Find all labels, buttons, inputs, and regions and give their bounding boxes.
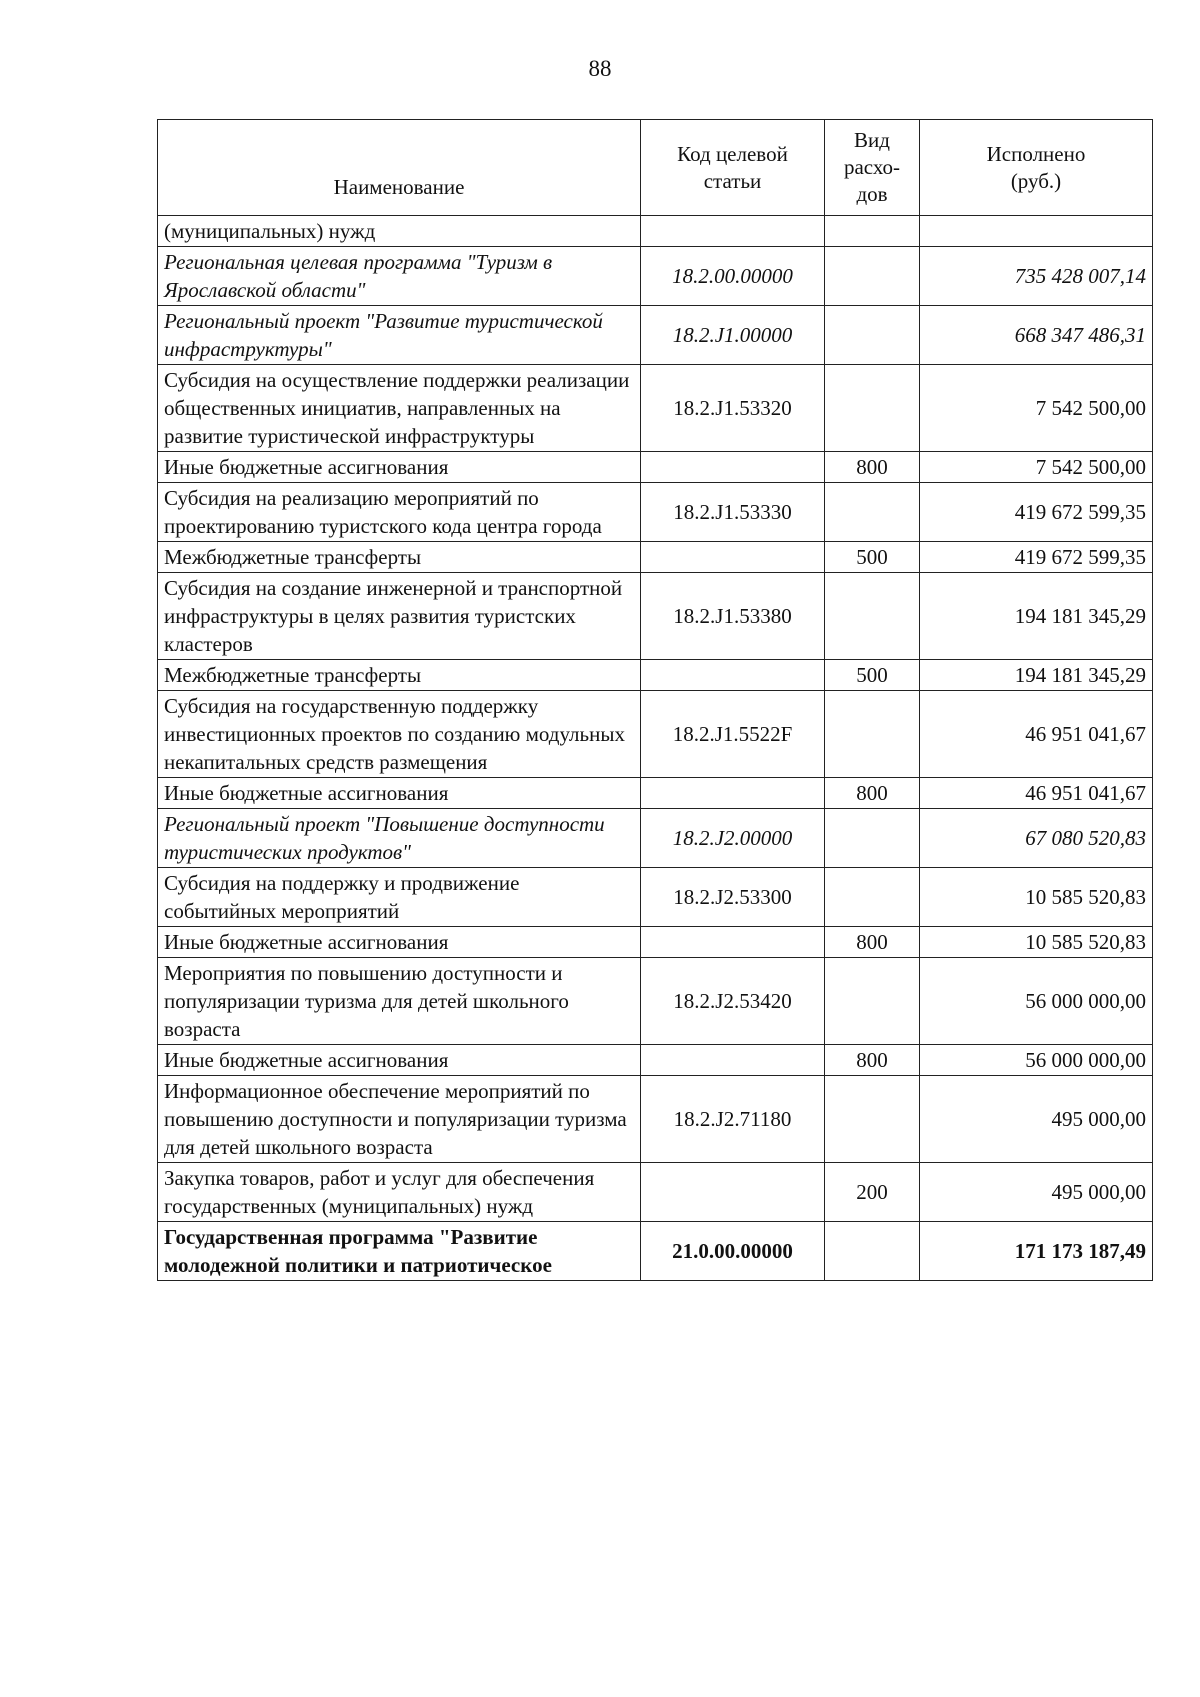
row-sum: 46 951 041,67 — [920, 691, 1153, 778]
row-vid — [825, 365, 920, 452]
table-row — [158, 365, 1153, 452]
row-name: Иные бюджетные ассигнования — [158, 1045, 641, 1076]
row-code — [641, 927, 825, 958]
row-sum: 735 428 007,14 — [920, 247, 1153, 306]
row-code — [641, 542, 825, 573]
row-vid: 500 — [825, 660, 920, 691]
row-name: Региональный проект "Повышение доступности туристических продуктов" — [158, 809, 641, 868]
header-code: Код целевой статьи — [641, 120, 825, 216]
row-name: Иные бюджетные ассигнования — [158, 927, 641, 958]
row-code: 18.2.J1.00000 — [641, 306, 825, 365]
row-code: 18.2.J2.71180 — [641, 1076, 825, 1163]
row-code: 18.2.J2.53300 — [641, 868, 825, 927]
row-vid — [825, 691, 920, 778]
row-vid — [825, 483, 920, 542]
table-row — [158, 927, 1153, 958]
row-name: Государственная программа "Развитие молодежной политики и патриотическое — [158, 1222, 641, 1281]
table-row — [158, 1163, 1153, 1222]
row-code — [641, 1045, 825, 1076]
row-sum: 495 000,00 — [920, 1076, 1153, 1163]
row-vid — [825, 1076, 920, 1163]
table-row — [158, 778, 1153, 809]
row-name: Иные бюджетные ассигнования — [158, 452, 641, 483]
row-vid — [825, 216, 920, 247]
table-row — [158, 958, 1153, 1045]
header-sum: Исполнено (руб.) — [920, 120, 1153, 216]
table-row — [158, 1076, 1153, 1163]
page-number: 88 — [588, 56, 612, 81]
table-row — [158, 660, 1153, 691]
table-row — [158, 483, 1153, 542]
row-sum: 194 181 345,29 — [920, 573, 1153, 660]
row-code: 18.2.J2.53420 — [641, 958, 825, 1045]
row-code: 18.2.J1.53320 — [641, 365, 825, 452]
row-sum: 56 000 000,00 — [920, 958, 1153, 1045]
row-vid — [825, 958, 920, 1045]
row-name: Субсидия на поддержку и продвижение событийных мероприятий — [158, 868, 641, 927]
row-name: Субсидия на государственную поддержку инвестиционных проектов по созданию модульных некапитальных средств размещения — [158, 691, 641, 778]
table-row — [158, 216, 1153, 247]
header-name: Наименование — [158, 120, 641, 216]
row-vid — [825, 1222, 920, 1281]
table-row — [158, 542, 1153, 573]
row-name: Субсидия на реализацию мероприятий по проектированию туристского кода центра города — [158, 483, 641, 542]
row-sum: 668 347 486,31 — [920, 306, 1153, 365]
row-sum: 171 173 187,49 — [920, 1222, 1153, 1281]
row-code — [641, 660, 825, 691]
row-vid — [825, 809, 920, 868]
table-row — [158, 452, 1153, 483]
row-sum: 419 672 599,35 — [920, 483, 1153, 542]
row-sum: 10 585 520,83 — [920, 927, 1153, 958]
row-code — [641, 1163, 825, 1222]
row-sum: 419 672 599,35 — [920, 542, 1153, 573]
row-name: Региональный проект "Развитие туристической инфраструктуры" — [158, 306, 641, 365]
header-vid: Вид расхо-дов — [825, 120, 920, 216]
row-name: (муниципальных) нужд — [158, 216, 641, 247]
row-vid — [825, 868, 920, 927]
row-sum: 56 000 000,00 — [920, 1045, 1153, 1076]
table-row — [158, 1045, 1153, 1076]
row-code: 18.2.J1.53330 — [641, 483, 825, 542]
table-row — [158, 1222, 1153, 1281]
table-header-row — [158, 120, 1153, 216]
row-vid: 800 — [825, 1045, 920, 1076]
row-name: Межбюджетные трансферты — [158, 542, 641, 573]
row-name: Иные бюджетные ассигнования — [158, 778, 641, 809]
row-name: Информационное обеспечение мероприятий по повышению доступности и популяризации туризма для детей школьного возраста — [158, 1076, 641, 1163]
row-vid: 200 — [825, 1163, 920, 1222]
row-vid — [825, 306, 920, 365]
row-code: 18.2.J2.00000 — [641, 809, 825, 868]
row-code — [641, 778, 825, 809]
row-code: 18.2.00.00000 — [641, 247, 825, 306]
row-vid: 800 — [825, 778, 920, 809]
row-code — [641, 452, 825, 483]
row-sum: 46 951 041,67 — [920, 778, 1153, 809]
row-name: Межбюджетные трансферты — [158, 660, 641, 691]
row-code: 21.0.00.00000 — [641, 1222, 825, 1281]
row-sum: 495 000,00 — [920, 1163, 1153, 1222]
table-row — [158, 306, 1153, 365]
table-row — [158, 809, 1153, 868]
row-vid: 800 — [825, 927, 920, 958]
row-code: 18.2.J1.5522F — [641, 691, 825, 778]
row-sum: 194 181 345,29 — [920, 660, 1153, 691]
table-row — [158, 247, 1153, 306]
row-name: Региональная целевая программа "Туризм в Ярославской области" — [158, 247, 641, 306]
row-vid — [825, 573, 920, 660]
row-sum: 67 080 520,83 — [920, 809, 1153, 868]
row-sum: 10 585 520,83 — [920, 868, 1153, 927]
row-code: 18.2.J1.53380 — [641, 573, 825, 660]
table-row — [158, 691, 1153, 778]
row-name: Закупка товаров, работ и услуг для обеспечения государственных (муниципальных) нужд — [158, 1163, 641, 1222]
row-sum: 7 542 500,00 — [920, 452, 1153, 483]
row-name: Субсидия на осуществление поддержки реализации общественных инициатив, направленных на развитие туристической инфраструктуры — [158, 365, 641, 452]
table-row — [158, 573, 1153, 660]
row-sum — [920, 216, 1153, 247]
row-vid: 500 — [825, 542, 920, 573]
row-code — [641, 216, 825, 247]
row-vid: 800 — [825, 452, 920, 483]
row-name: Субсидия на создание инженерной и транспортной инфраструктуры в целях развития туристских кластеров — [158, 573, 641, 660]
row-sum: 7 542 500,00 — [920, 365, 1153, 452]
row-name: Мероприятия по повышению доступности и популяризации туризма для детей школьного возраста — [158, 958, 641, 1045]
budget-table — [157, 119, 1153, 1281]
table-row — [158, 868, 1153, 927]
row-vid — [825, 247, 920, 306]
